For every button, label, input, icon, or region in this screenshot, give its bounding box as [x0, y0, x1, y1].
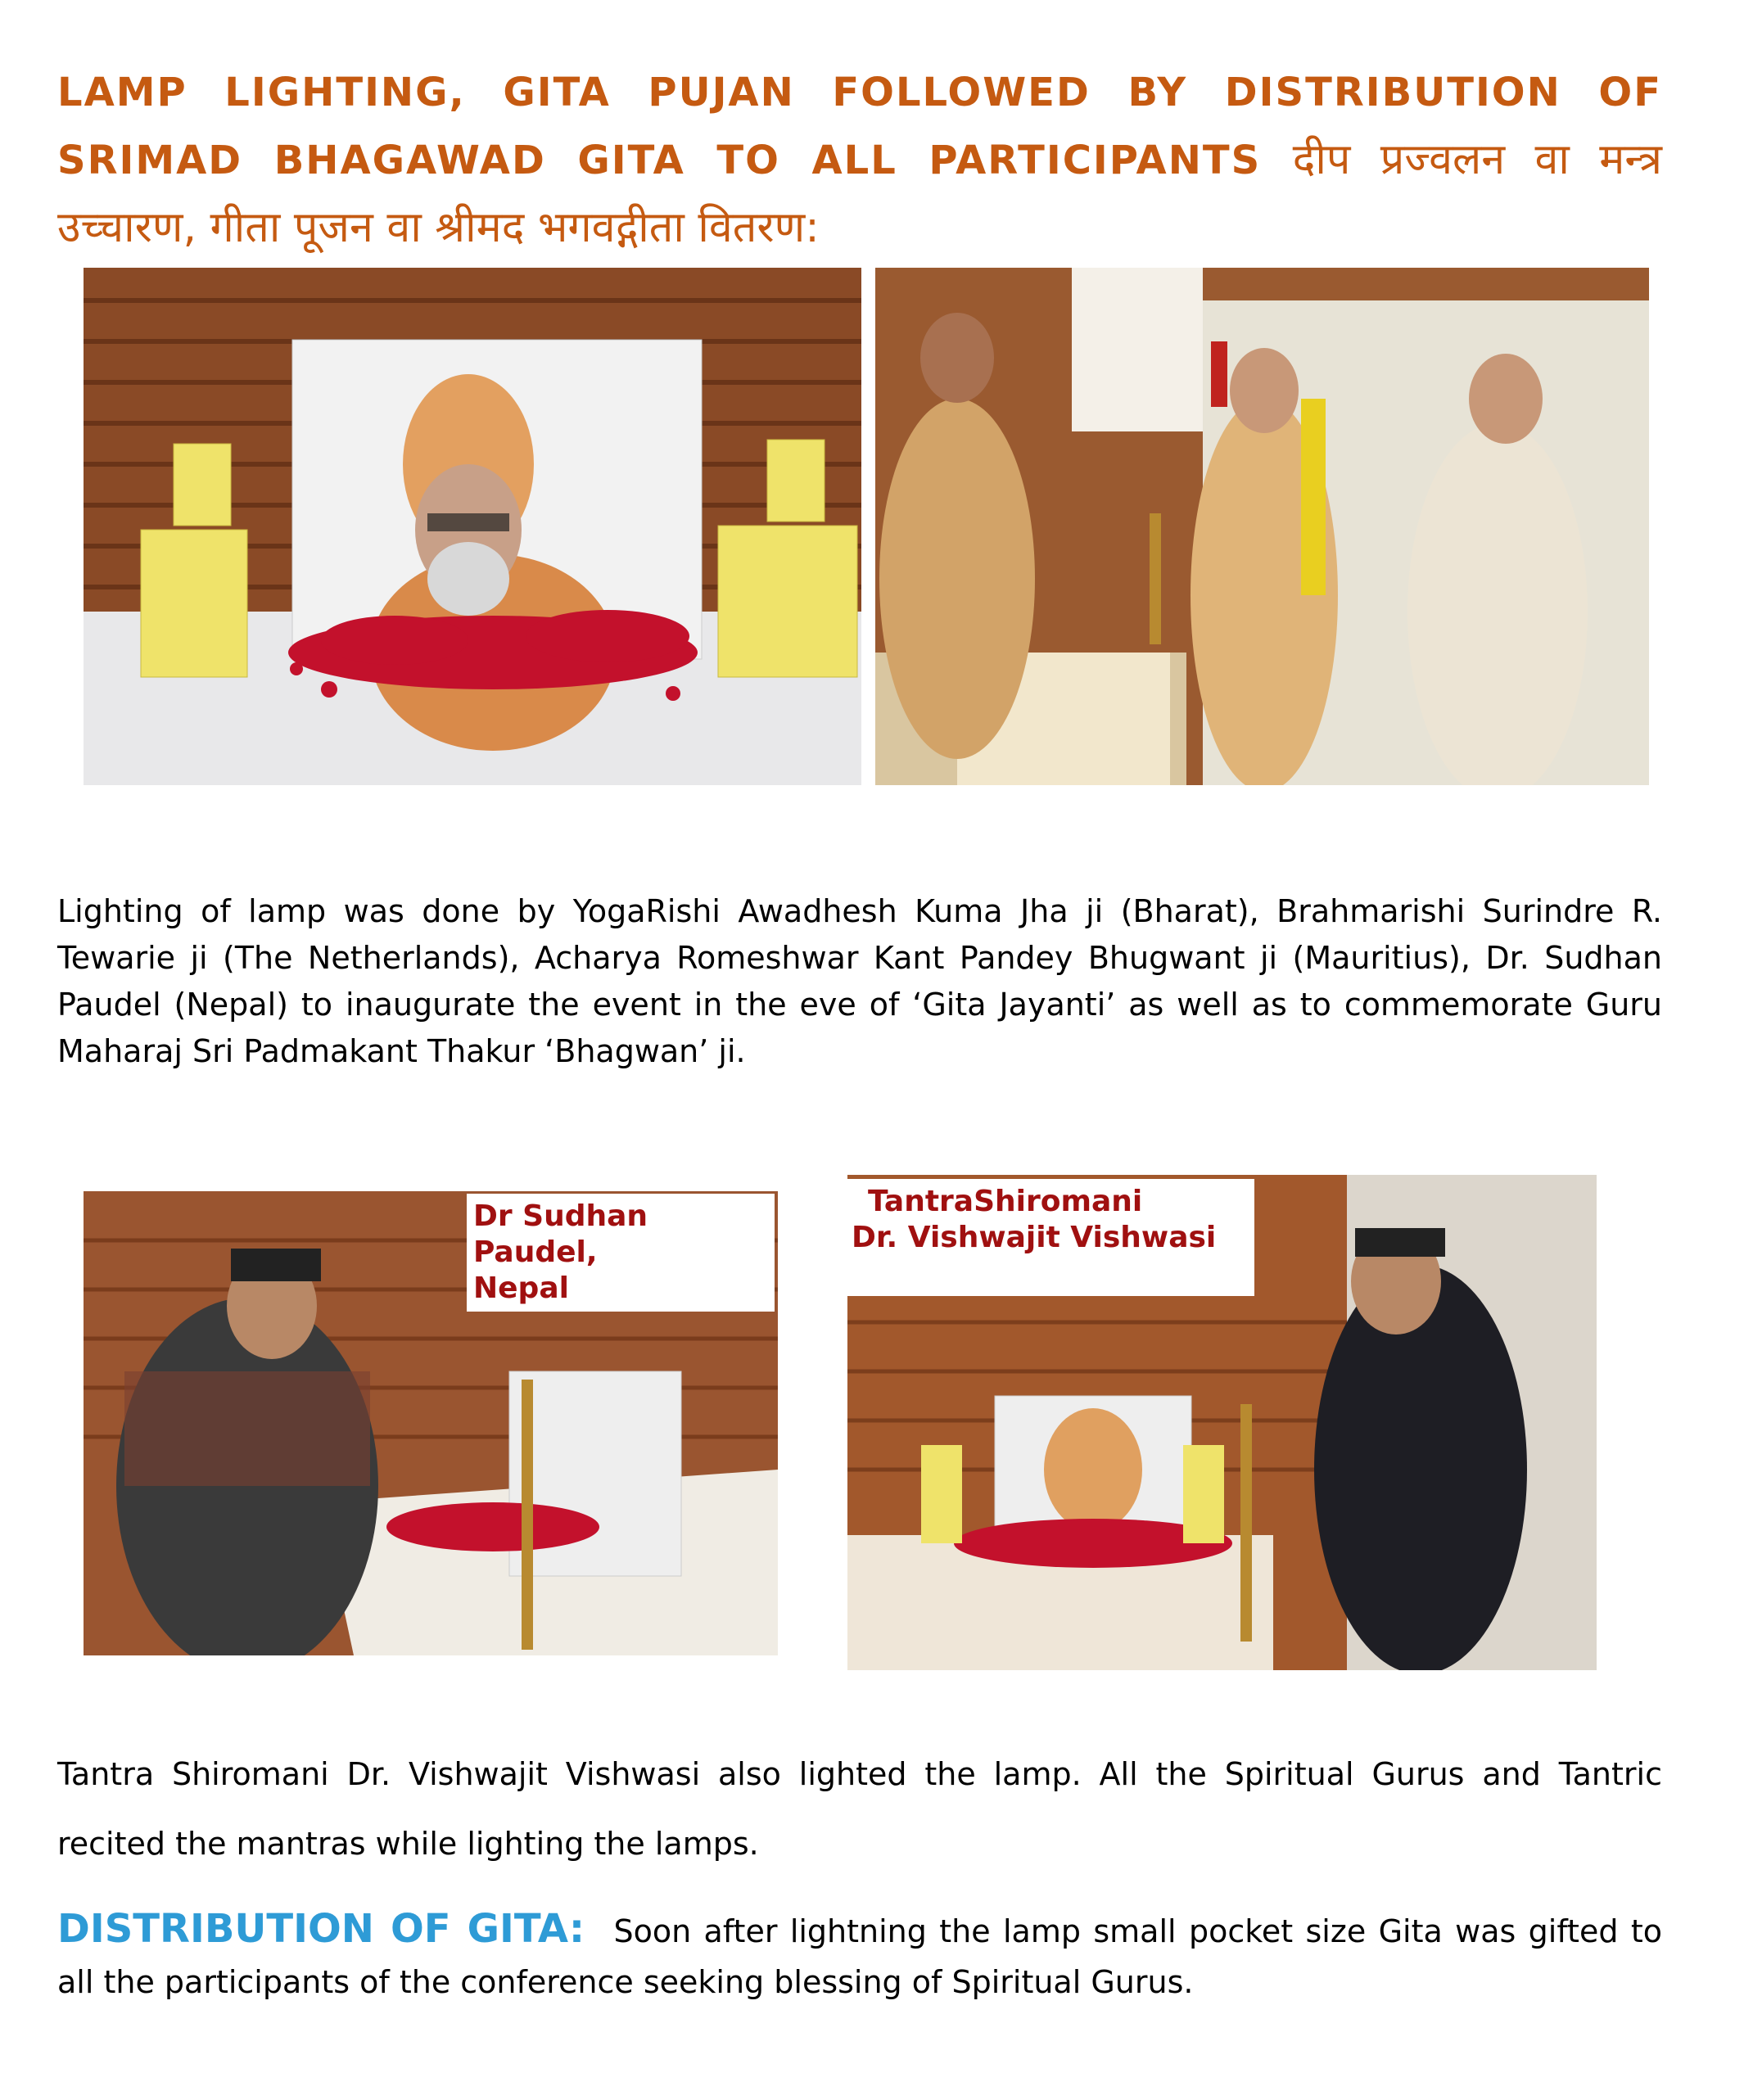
caption-vishwajit-vishwasi-line1: TantraShiromani [868, 1185, 1143, 1218]
caption-vishwajit-vishwasi [845, 1179, 1254, 1296]
distribution-heading: DISTRIBUTION OF GITA: [57, 1906, 585, 1952]
photo-portrait-altar-drawing [84, 268, 861, 785]
caption-sudhan-paudel-line2: Nepal [473, 1271, 569, 1305]
distribution-paragraph [57, 1904, 1662, 2007]
distribution-text: Soon after lightning the lamp small pocket size Gita was gifted to all the participants of the conference seeking blessing of Spiritual Gurus. [57, 1913, 1662, 2000]
caption-vishwajit-vishwasi-line2: Dr. Vishwajit Vishwasi [852, 1221, 1217, 1254]
heading-english: LAMP LIGHTING, GITA PUJAN FOLLOWED BY DISTRIBUTION OF SRIMAD BHAGAWAD GITA TO ALL PARTICIPANTS [57, 70, 1662, 183]
photo-gurus-lighting-lamp [875, 268, 1649, 785]
caption-sudhan-paudel [467, 1194, 775, 1312]
photo-gurus-lighting-lamp-drawing [875, 268, 1649, 785]
caption-sudhan-paudel-line1: Dr Sudhan Paudel, [473, 1199, 648, 1269]
page-heading [57, 59, 1662, 262]
tantra-paragraph: Tantra Shiromani Dr. Vishwajit Vishwasi also lighted the lamp. All the Spiritual Gurus and Tantric recited the mantras while lighting the lamps. [57, 1756, 1662, 1862]
lamp-lighting-paragraph: Lighting of lamp was done by YogaRishi Awadhesh Kuma Jha ji (Bharat), Brahmarishi Surindre R. Tewarie ji (The Netherlands), Acharya Romeshwar Kant Pandey Bhugwant ji (Mauritius), Dr. Sudhan Paudel (Nepal) to inaugurate the event in the eve of ‘Gita Jayanti’ as well as to commemorate Guru Maharaj Sri Padmakant Thakur ‘Bhagwan’ ji. [57, 893, 1662, 1069]
heading-hindi: दीप प्रज्वलन वा मन्त्र उच्चारण, गीता पूजन वा श्रीमद भगवद्गीता वितरण: [57, 135, 1662, 252]
photo-portrait-altar [84, 268, 861, 785]
